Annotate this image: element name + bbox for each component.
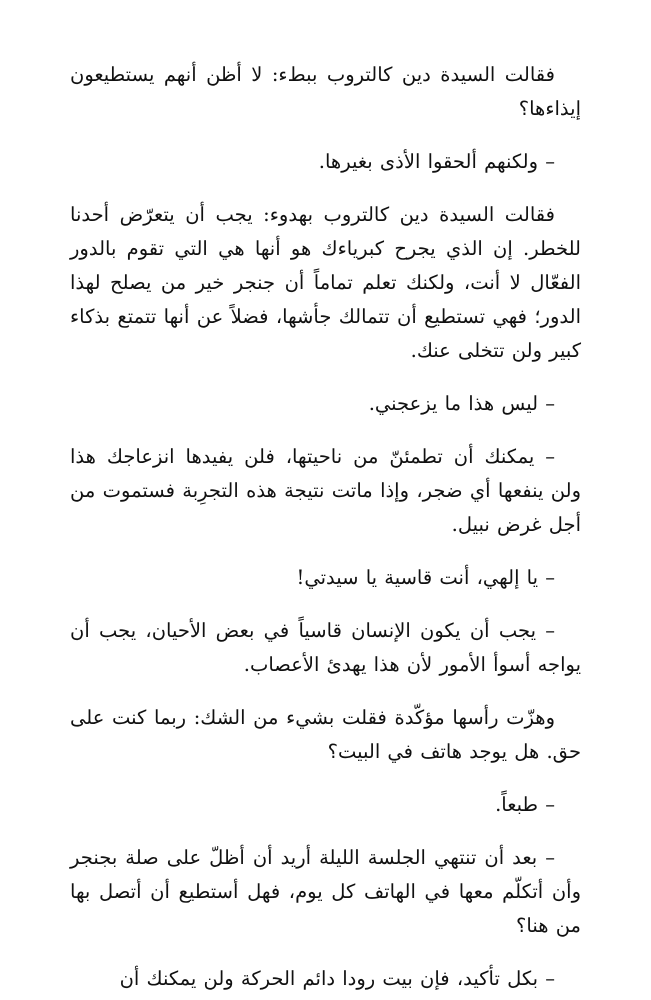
paragraph: – يا إلهي، أنت قاسية يا سيدتي! <box>296 566 555 589</box>
paragraph: – طبعاً. <box>495 793 555 816</box>
paragraph: – بعد أن تنتهي الجلسة الليلة أريد أن أظلّ على صلة بجنجر وأن أتكلّم معها في الهاتف كل يوم، فهل أستطيع أن أتصل بها من هنا؟ <box>70 846 581 937</box>
paragraph: – بكل تأكيد، فإن بيت رودا دائم الحركة ولن يمكنك أن <box>119 967 555 990</box>
paragraph: – ليس هذا ما يزعجني. <box>368 392 555 415</box>
paragraph: وهزّت رأسها مؤكّدة فقلت بشيء من الشك: ربما كنت على حق. هل يوجد هاتف في البيت؟ <box>70 706 581 763</box>
paragraph: – يجب أن يكون الإنسان قاسياً في بعض الأحيان، يجب أن يواجه أسوأ الأمور لأن هذا يهدئ الأعصاب. <box>70 619 581 676</box>
paragraph: – ولكنهم ألحقوا الأذى بغيرها. <box>318 150 555 173</box>
paragraph: فقالت السيدة دين كالتروب ببطء: لا أظن أنهم يستطيعون إيذاءها؟ <box>70 63 581 120</box>
paragraph: فقالت السيدة دين كالتروب بهدوء: يجب أن يتعرّض أحدنا للخطر. إن الذي يجرح كبرياءك هو أنها هي التي تقوم بالدور الفعّال لا أنت، ولكنك تعلم تماماً أن جنجر خير من يصلح لهذا الدور؛ فهي تستطيع أن تتمالك جأشها، فضلاً عن أنها تتمتع بذكاء كبير ولن تتخلى عنك. <box>70 203 581 362</box>
paragraph: – يمكنك أن تطمئنّ من ناحيتها، فلن يفيدها انزعاجك هذا ولن ينفعها أي ضجر، وإذا ماتت نتيجة هذه التجرِبة فستموت من أجل غرض نبيل. <box>70 445 581 536</box>
